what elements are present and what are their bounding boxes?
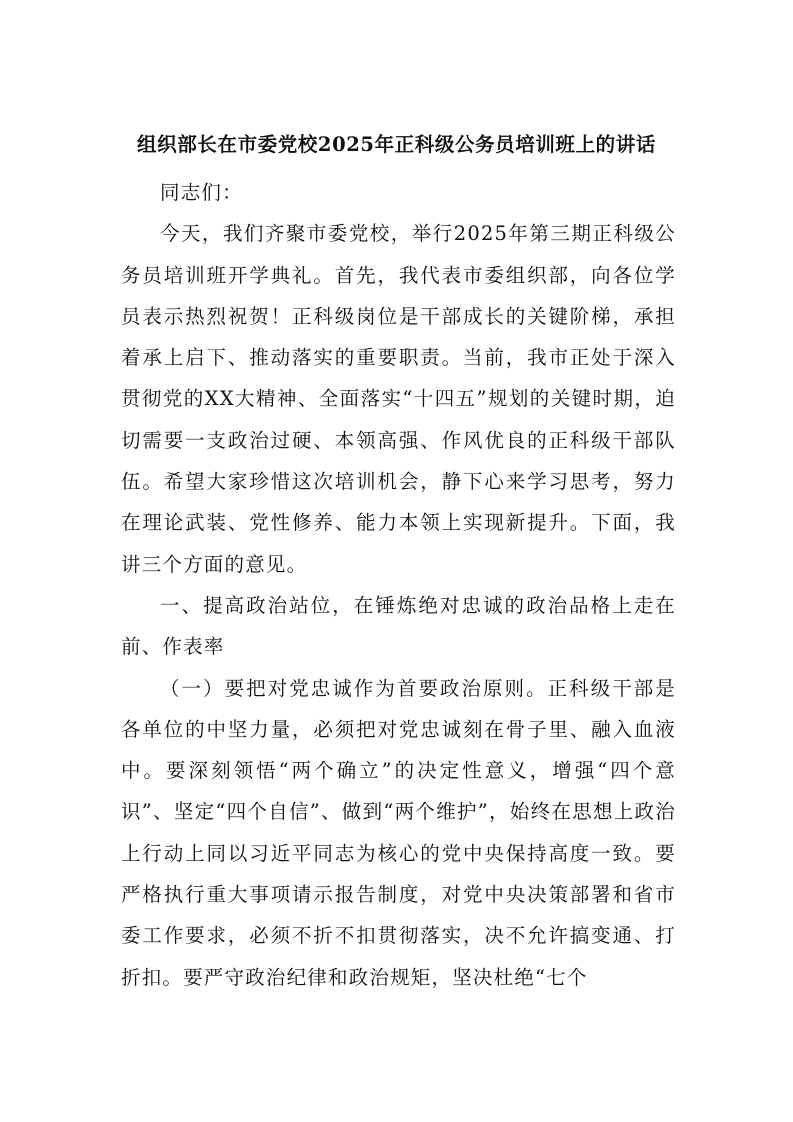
document-title: 组织部长在市委党校2025年正科级公务员培训班上的讲话 xyxy=(137,133,656,156)
section-heading-1: 一、提高政治站位，在锤炼绝对忠诚的政治品格上走在前、作表率 xyxy=(121,593,676,659)
salutation: 同志们： xyxy=(160,181,243,204)
paragraph-loyalty: （一）要把对党忠诚作为首要政治原则。正科级干部是各单位的中坚力量，必须把对党忠诚刻在骨子里、融入血液中。要深刻领悟“两个确立”的决定性意义，增强“四个意识”、坚定“四个自信”、做到“两个维护”，始终在思想上政治上行动上同以习近平同志为核心的党中央保持高度一致。要严格执行重大事项请示报告制度，对党中央决策部署和省市委工作要求，必须不折不扣贯彻落实，决不允许搞变通、打折扣。要严守政治纪律和政治规矩，坚决杜绝“七个 xyxy=(121,676,676,989)
paragraph-opening: 今天，我们齐聚市委党校，举行2025年第三期正科级公务员培训班开学典礼。首先，我代表市委组织部，向各位学员表示热烈祝贺！正科级岗位是干部成长的关键阶梯，承担着承上启下、推动落实的重要职责。当前，我市正处于深入贯彻党的XX大精神、全面落实“十四五”规划的关键时期，迫切需要一支政治过硬、本领高强、作风优良的正科级干部队伍。希望大家珍惜这次培训机会，静下心来学习思考，努力在理论武装、党性修养、能力本领上实现新提升。下面，我讲三个方面的意见。 xyxy=(121,222,676,576)
document-body xyxy=(121,172,676,998)
